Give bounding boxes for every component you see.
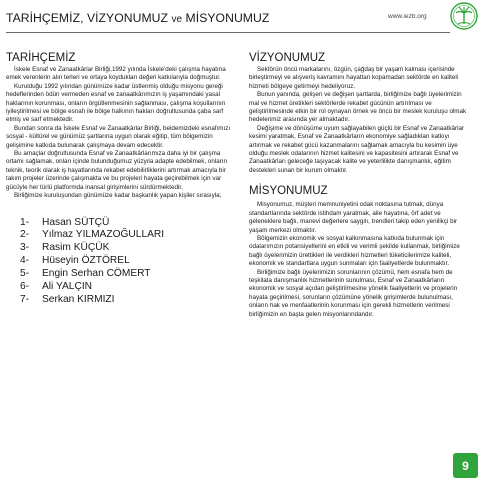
list-item-number: 3- bbox=[20, 242, 30, 254]
list-item bbox=[20, 255, 234, 268]
history-paragraph: Bundan sonra da İskele Esnaf ve Zanaatkârlar Birliği, beldemizdeki esnafımızı sosyal - kültürel ve günümüz şartlarına uygun olarak eğitip, tüm bölgemizin gelişimine katkıda bulunarak çalışmaya devam edecektir. bbox=[6, 124, 231, 149]
header-title-ve: ve bbox=[171, 14, 183, 25]
header-title-part2: MİSYONUMUZ bbox=[182, 11, 270, 25]
vision-paragraph: Sektörün öncü markalarını, özgün, çağdaş bir yaşam kalması içerisinde birleştirmeyi ve alışveriş kavramını hayattan kopamadan sektörde en kaliteli hizmeti bölgeye getirmeyi hedeliyoruz. bbox=[249, 66, 459, 90]
page-header-title bbox=[6, 11, 269, 25]
list-item bbox=[20, 229, 234, 242]
mission-heading: MİSYONUMUZ bbox=[249, 185, 328, 198]
list-item-number: 4- bbox=[20, 255, 30, 267]
history-column bbox=[6, 52, 234, 307]
list-item bbox=[20, 242, 234, 255]
president-name: Yılmaz YILMAZOĞULLARI bbox=[42, 229, 165, 241]
president-name: Serkan KIRMIZI bbox=[42, 293, 115, 305]
list-item bbox=[20, 268, 234, 281]
mission-paragraph: Misyonumuz, müşteri memnuniyetini odak noktasına tutmak, dünya standartlarında sektörde istihdam yaratmak, aile hayatına, örf adet ve geleneklere bağlı, manevi değerlere saygılı, trendleri takip eden yenilikçi bir yaşam merkezi olmaktır. bbox=[249, 201, 458, 234]
president-name: Rasim KÜÇÜK bbox=[42, 242, 110, 254]
history-heading: TARİHÇEMİZ bbox=[6, 52, 76, 64]
mission-paragraph: Birliğimize bağlı üyelerimizin sorunlarının çözümü, hem esnafa hem de teşkilata danışmanlık hizmetlerinin sunulması, Esnaf ve Zanaatkârların ekonomik ve sosyal açıdan geliştirilmesine yönelik faaliyetlerin ve projelerin hayata geçirilmesi, sorunların çözümüne yönelik girişimlerde bulunulması, onların hak ve menfaatlerinin korunması için gerekli hizmetlerin verilmesi birliğimizin en başta gelen misyonlarındandır. bbox=[249, 268, 458, 318]
header-divider bbox=[6, 32, 450, 33]
history-paragraph: Birliğimize kuruluşundan günümüze kadar başkanlık yapan kişiler sırasıyla; bbox=[14, 192, 222, 200]
mission-paragraph: Bölgemizin ekonomik ve sosyal kalkınmasına katkıda bulunmak için odalarımızın potansiyellerini en etkili ve verimli şekilde kullanmak, birliğimize bağlı üyelerimizin ürettikleri ile verdikleri hizmetleri tüketicilerimize kaliteli, ekonomik ve standartlara uygun sunmaları için faaliyetlerde bulunmaktır. bbox=[249, 234, 460, 268]
history-paragraph: İskele Esnaf ve Zanaatkârlar Birliği,1992 yılında İskele'deki çalışma hayatına emek verenlerin alın terleri ve ortaya koydukları değeri katkılarıyla doğmuştur. bbox=[6, 66, 226, 82]
list-item-number: 6- bbox=[20, 281, 30, 293]
page-number-badge: 9 bbox=[453, 453, 478, 478]
vision-paragraph: Değişime ve dönüşüme uyum sağlayabilen güçlü bir Esnaf ve Zanaatkârlar kesimi yaratmak, Esnaf ve Zanaatkârların ekonomiye sağladıkları katkıyı artırmak ve rekabet gücü kazanmalarını sağlamak amacıyla bu kesimin üye olduğu meslek odalarının hizmet kalitesini ve kapasitesini artırarak Esnaf ve Zanaatkârları geleceğe taşıyacak kalite ve yeterlilikte danışmanlık, eğitim destekleri sunan bir kurum olmaktır. bbox=[249, 124, 465, 174]
president-name: Hüseyin ÖZTÖREL bbox=[42, 255, 130, 267]
list-item bbox=[20, 217, 234, 230]
vision-mission-column bbox=[249, 52, 471, 319]
president-name: Hasan SÜTÇÜ bbox=[42, 216, 110, 228]
list-item bbox=[20, 294, 234, 307]
header-title-part1: TARİHÇEMİZ, VİZYONUMUZ bbox=[6, 11, 172, 25]
list-item bbox=[20, 281, 234, 294]
list-item-number: 7- bbox=[20, 293, 30, 305]
history-paragraph: Bu amaçlar doğrultusunda Esnaf ve Zanaatkârlarımıza daha iyi bir çalışma ortamı sağlamak, onları içinde bulunduğumuz yüzyıla adapte edebilmek, onların teknik, teorik olarak iş hayatlarında rekabet edebilirliklerini artırmak amacıyla bir takım projeler üzerinde çalışmakta ve bu projeleri hayata geçirebilmek için var gücüyle her türlü platformda inansal girişimlerini sürdürmektedir. bbox=[6, 150, 227, 191]
vision-paragraph: Bunun yanında, gelişen ve değişen şartlarda, birliğimize bağlı üyelerimizin mal ve hizmet üretikleri sektörlerde rekabet gücünün artırılması ve geliştirilmesinde etkin bir rol oynayan örnek ve öncü bir meslek kuruluşu olmak hedelerimiz arasında yer almaktadır. bbox=[249, 91, 467, 124]
palm-tree-emblem-icon bbox=[450, 2, 478, 30]
website-url[interactable]: www.iezb.org bbox=[388, 13, 427, 20]
president-name: Engin Serhan CÖMERT bbox=[42, 268, 151, 280]
history-paragraph: Kurulduğu 1992 yılından günümüze kadar üstlenmiş olduğu misyonu gereği hedeflerinden ödün vermeden esnaf ve zanaatkârımızın iş yaşamındaki yasal haklarının korunması, onların örgütlenmesinin sağlanması, çalışma koşullarının iyileştirilmesi ve bölge esnafı ile bölge halkının hakları doğrultusunda çaba sarf etmiş ve sarf etmektedir. bbox=[6, 82, 226, 124]
vision-heading: VİZYONUMUZ bbox=[249, 52, 326, 64]
list-item-number: 1- bbox=[20, 216, 30, 228]
presidents-list bbox=[20, 217, 234, 307]
list-item-number: 2- bbox=[20, 229, 30, 241]
president-name: Ali YALÇIN bbox=[42, 281, 93, 293]
list-item-number: 5- bbox=[20, 268, 30, 280]
